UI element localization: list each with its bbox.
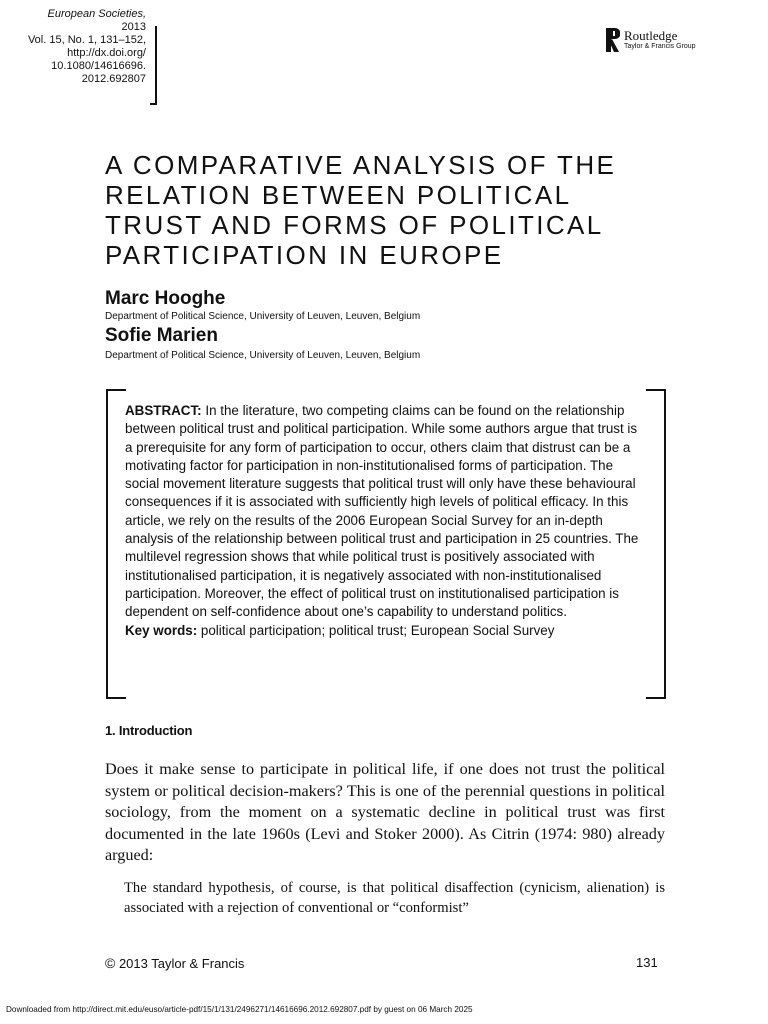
article-title <box>105 150 685 270</box>
author-name: Marc Hooghe <box>105 288 226 309</box>
abstract-text: In the literature, two competing claims can be found on the relationship between political trust and political participation. While some authors argue that trust is a prerequisite for any form of participation to occur, others claim that distrust can be a motivating factor for participation in non-institutionalised forms of participation. The social movement literature suggests that political trust will only have these behavioural consequences if it is associated with sufficiently high levels of political efficacy. In this article, we rely on the results of the 2006 European Social Survey for an in-depth analysis of the relationship between political trust and participation in 25 countries. The multilevel regression shows that while political trust is positively associated with institutionalised participation, it is negatively associated with non-institutionalised participation. Moreover, the effect of political trust on institutionalised participation is dependent on self-confidence about one’s capability to understand politics. <box>125 403 639 620</box>
routledge-r-icon <box>606 28 620 52</box>
title-line: RELATION BETWEEN POLITICAL <box>105 180 572 210</box>
keywords-label: Key words: <box>125 622 198 638</box>
journal-year: 2013 <box>121 21 146 33</box>
author-name: Sofie Marien <box>105 325 218 346</box>
keywords-text: political participation; political trust; European Social Survey <box>197 622 555 638</box>
journal-doi-line-3: 2012.692807 <box>81 73 146 85</box>
abstract-label: ABSTRACT: <box>125 403 202 418</box>
publisher-logo <box>606 28 716 54</box>
abstract-bracket-left <box>106 389 126 699</box>
author-affiliation: Department of Political Science, University of Leuven, Leuven, Belgium <box>105 311 421 322</box>
author-affiliation: Department of Political Science, University of Leuven, Leuven, Belgium <box>105 350 421 361</box>
title-line: PARTICIPATION IN EUROPE <box>105 240 504 270</box>
journal-doi-line-1: http://dx.doi.org/ <box>67 47 146 59</box>
page-number: 131 <box>636 955 658 970</box>
section-heading: 1. Introduction <box>105 723 193 738</box>
journal-doi-line-2: 10.1080/14616696. <box>51 60 146 72</box>
abstract-bracket-right <box>646 389 666 699</box>
journal-info <box>6 8 146 86</box>
journal-info-rule-tick <box>150 103 157 105</box>
download-note: Downloaded from http://direct.mit.edu/euso/article-pdf/15/1/131/2496271/14616696.2012.692807.pdf by guest on 06 March 2025 <box>6 1005 473 1014</box>
copyright-text: 2013 Taylor & Francis <box>115 956 245 971</box>
block-quote: The standard hypothesis, of course, is that political disaffection (cynicism, alienation) is associated with a rejection of conventional or “conformist” <box>124 880 665 916</box>
intro-paragraph: Does it make sense to participate in political life, if one does not trust the political system or political decision-makers? This is one of the perennial questions in political sociology, from the moment on a systematic decline in political trust was first documented in the late 1960s (Levi and Stoker 2000). As Citrin (1974: 980) already argued: <box>105 760 665 864</box>
journal-name: European Societies, <box>47 8 146 20</box>
journal-volume: Vol. 15, No. 1, 131–152, <box>27 34 146 46</box>
publisher-subname: Taylor & Francis Group <box>624 43 696 50</box>
abstract <box>125 402 647 640</box>
footer-copyright <box>105 955 244 971</box>
journal-info-rule <box>155 26 157 104</box>
title-line: A COMPARATIVE ANALYSIS OF THE <box>105 150 617 180</box>
title-line: TRUST AND FORMS OF POLITICAL <box>105 210 604 240</box>
publisher-name: Routledge <box>624 28 678 43</box>
copyright-icon: © <box>105 955 116 971</box>
